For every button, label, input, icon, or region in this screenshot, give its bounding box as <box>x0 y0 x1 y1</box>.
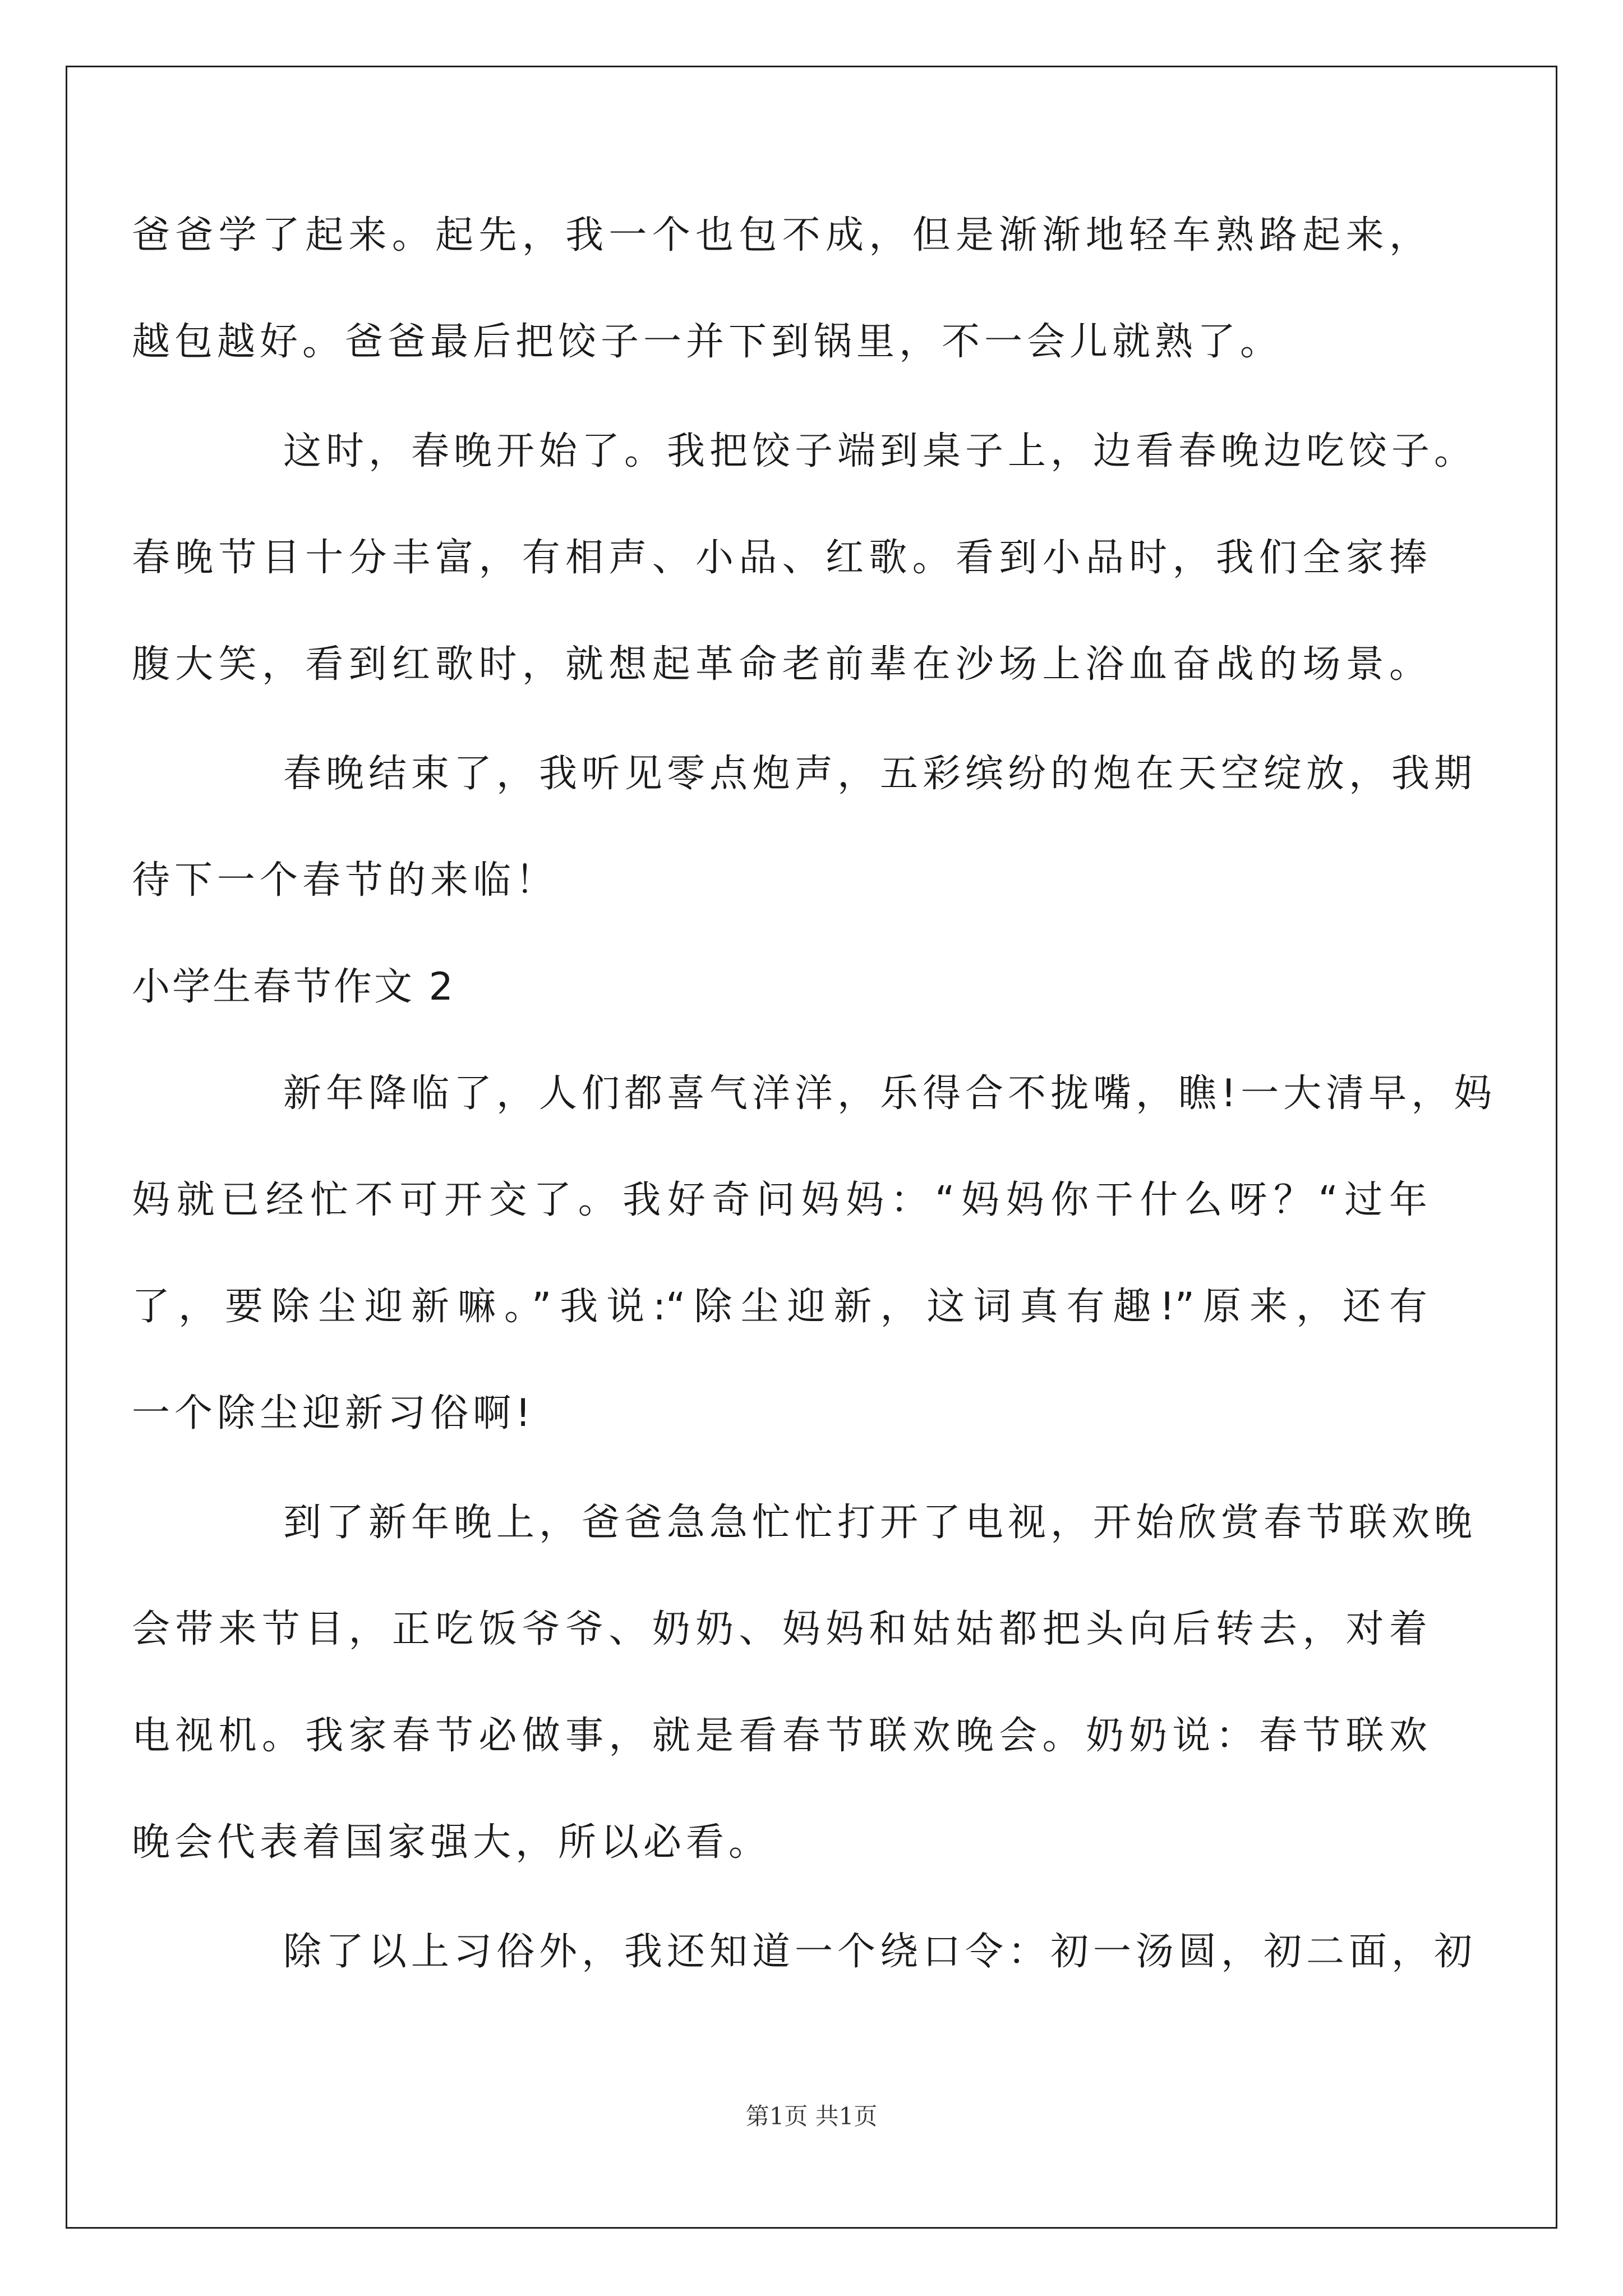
paragraph-line: 春晚节目十分丰富，有相声、小品、红歌。看到小品时，我们全家捧 <box>132 536 1427 580</box>
paragraph-line: 一个除尘迎新习俗啊! <box>132 1391 536 1435</box>
paragraph-line: 妈就已经忙不可开交了。我好奇问妈妈：“妈妈你干什么呀？“过年 <box>132 1178 1427 1222</box>
paragraph-line: 爸爸学了起来。起先，我一个也包不成，但是渐渐地轻车熟路起来， <box>132 213 1427 257</box>
paragraph-line: 电视机。我家春节必做事，就是看春节联欢晚会。奶奶说：春节联欢 <box>132 1714 1427 1758</box>
page-number-footer: 第1页 共1页 <box>745 2102 878 2130</box>
page-border <box>66 66 1557 2229</box>
paragraph-line: 待下一个春节的来临！ <box>132 858 559 903</box>
paragraph-line: 腹大笑，看到红歌时，就想起革命老前辈在沙场上浴血奋战的场景。 <box>132 642 1427 687</box>
paragraph-line: 春晚结束了，我听见零点炮声，五彩缤纷的炮在天空绽放，我期 <box>283 752 1477 796</box>
paragraph-line: 这时，春晚开始了。我把饺子端到桌子上，边看春晚边吃饺子。 <box>283 429 1477 473</box>
paragraph-line: 除了以上习俗外，我还知道一个绕口令：初一汤圆，初二面，初 <box>283 1930 1477 1974</box>
section-heading: 小学生春节作文 2 <box>132 965 455 1009</box>
paragraph-line: 会带来节目，正吃饭爷爷、奶奶、妈妈和姑姑都把头向后转去，对着 <box>132 1607 1427 1651</box>
paragraph-line: 越包越好。爸爸最后把饺子一并下到锅里，不一会儿就熟了。 <box>132 320 1283 364</box>
paragraph-line: 晚会代表着国家强大，所以必看。 <box>132 1820 772 1865</box>
paragraph-line: 了，要除尘迎新嘛。”我说:“除尘迎新，这词真有趣!”原来，还有 <box>132 1285 1427 1329</box>
paragraph-line: 到了新年晚上，爸爸急急忙忙打开了电视，开始欣赏春节联欢晚 <box>283 1501 1477 1545</box>
paragraph-line: 新年降临了，人们都喜气洋洋，乐得合不拢嘴，瞧!一大清早，妈 <box>283 1071 1497 1116</box>
